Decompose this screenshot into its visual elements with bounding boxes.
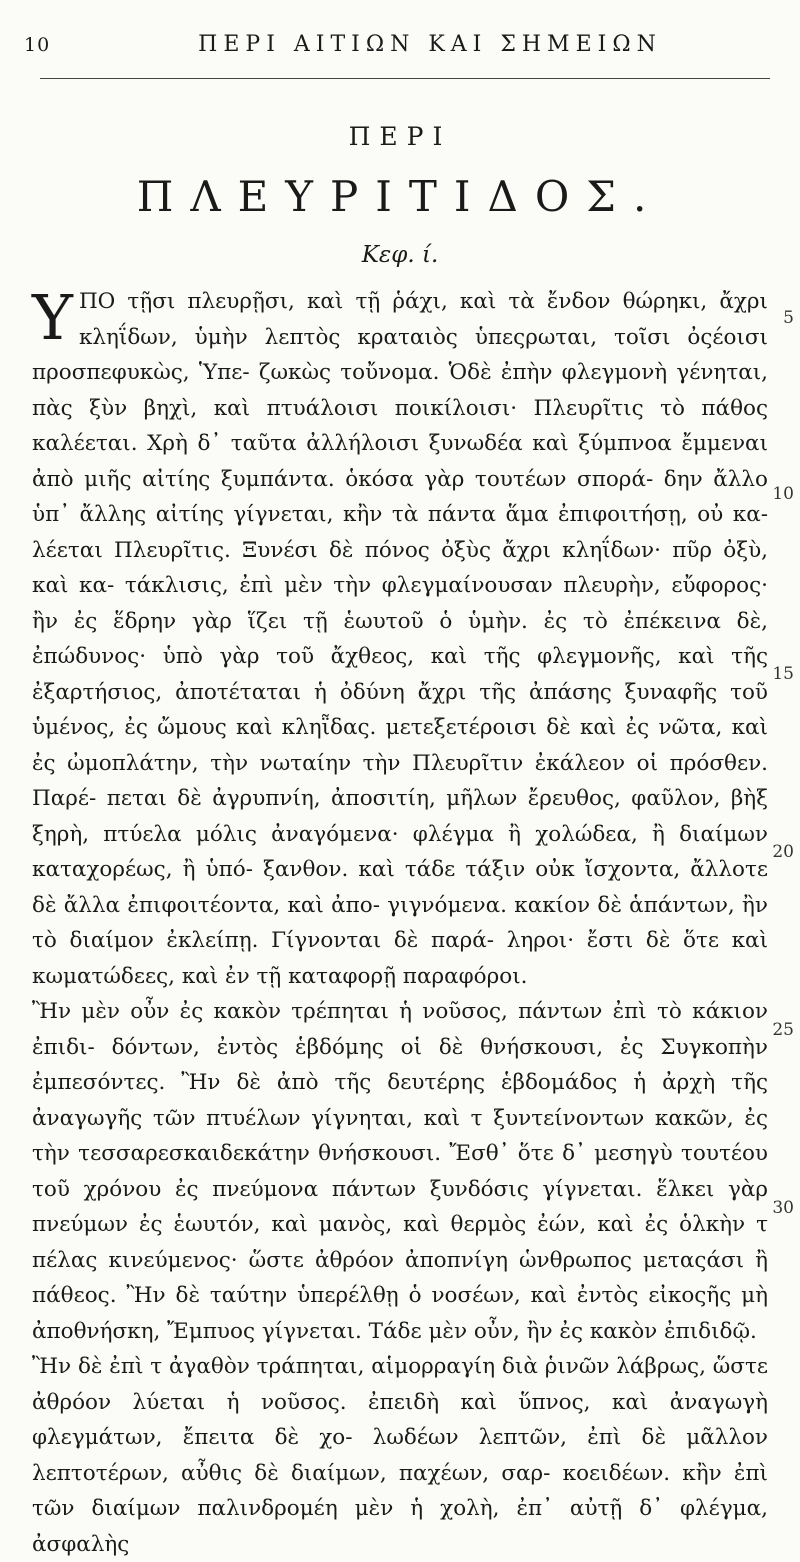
line-number: 20 [772,842,794,862]
line-number: 10 [772,484,794,504]
line-number: 25 [772,1020,794,1040]
paragraph: Ἢν δὲ ἐπὶ τ ἀγαθὸν τράπηται, αἱμορραγίη διὰ ῥινῶν λάβρως, ὥστε ἀθρόον λύεται ἡ νοῦσος. ἐπειδὴ καὶ ὕπνος, καὶ ἀναγωγὴ φλεγμάτων, ἔπειτα δὲ χο- λωδέων λεπτῶν, ἐπὶ δὲ μᾶλλον λεπτοτέρων, αὖθις δὲ διαίμων, παχέων, σαρ- κοειδέων. κἢν ἐπὶ τῶν διαίμων παλινδρομέη μὲν ἡ χολὴ, ἐπ᾽ αὐτῇ δ᾽ φλέγμα, ἀσφαλὴς [32,1354,768,1557]
chapter-label: Κεφ. ί. [361,242,439,268]
page-number: 10 [24,34,51,56]
section-peri: ΠΕΡΙ [348,122,452,151]
paragraph: ΠΟ τῇσι πλευρῇσι, καὶ τῇ ῥάχι, καὶ τὰ ἔνδον θώρηκι, ἄχρι κληΐδων, ὑμὴν λεπτὸς κραταιὸς ὑπεςρωται, τοῖσι ὀςέοισι προσπεφυκὼς, Ὑπε- ζωκὼς τοὔνομα. Ὁδὲ ἐπὴν φλεγμονὴ γένηται, πὰς ξὺν βηχὶ, καὶ πτυάλοισι ποικίλοισι· Πλευρῖτις τὸ πάθος καλέεται. Χρὴ δ᾽ ταῦτα ἀλλήλοισι ξυνωδέα καὶ ξύμπνοα ἔμμεναι ἀπὸ μιῆς αἰτίης ξυμπάντα. ὁκόσα γὰρ τουτέων σπορά- δην ἄλλο ὑπ᾽ ἄλλης αἰτίης γίγνεται, κἢν τὰ πάντα ἅμα ἐπιφοιτήσῃ, οὐ κα- λέεται Πλευρῖτις. Ξυνέσι δὲ πόνος ὀξὺς ἄχρι κληΐδων· πῦρ ὀξὺ, καὶ κα- τάκλισις, ἐπὶ μὲν τὴν φλεγμαίνουσαν πλευρὴν, εὔφορος· ἢν ἐς ἕδρην γὰρ ἵζει τῇ ἑωυτοῦ ὁ ὑμὴν. ἐς τὸ ἐπέκεινα δὲ, ἐπώδυνος· ὑπὸ γὰρ τοῦ ἄχθεος, καὶ τῆς φλεγμονῆς, καὶ τῆς ἐξαρτήσιος, ἀποτέταται ἡ ὀδύνη ἄχρι τῆς ἀπάσης ξυναφῆς τοῦ ὑμένος, ἐς ὤμους καὶ κληῗδας. μετεξετέροισι δὲ καὶ ἐς νῶτα, καὶ ἐς ὠμοπλάτην, τὴν νωταίην τὴν Πλευρῖτιν ἐκάλεον οἱ πρόσθεν. Παρέ- πεται δὲ ἀγρυπνίη, ἀποσιτίη, μῆλων ἔρευθος, φαῦλον, βὴξ ξηρὴ, πτύελα μόλις ἀναγόμενα· φλέγμα ἢ χολώδεα, ἢ διαίμων καταχορέως, ἢ ὑπό- ξανθον. καὶ τάδε τάξιν οὐκ ἴσχοντα, ἄλλοτε δὲ ἄλλα ἐπιφοιτέοντα, καὶ ἀπο- γιγνόμενα. κακίον δὲ ἁπάντων, ἢν τὸ διαίμον ἐκλείπῃ. Γίγνονται δὲ παρά- ληροι· ἔστι δὲ ὅτε καὶ κωματώδεες, καὶ ἐν τῇ καταφορῇ παραφόροι. [32,289,768,989]
header-rule [40,78,770,79]
line-number: 15 [772,664,794,684]
line-number: 30 [772,1198,794,1218]
running-title: ΠΕΡΙ ΑΙΤΙΩΝ ΚΑΙ ΣΗΜΕΙΩΝ [198,32,662,57]
section-title: ΠΛΕΥΡΙΤΙΔΟΣ. [136,172,664,221]
drop-cap: Υ [32,281,73,354]
line-number: 5 [783,308,794,328]
running-head [0,28,800,68]
paragraph: Ἢν μὲν οὖν ἐς κακὸν τρέπηται ἡ νοῦσος, πάντων ἐπὶ τὸ κάκιον ἐπιδι- δόντων, ἐντὸς ἑβδόμης οἱ δὲ θνήσκουσι, ἐς Συγκοπὴν ἐμπεσόντες. Ἢν δὲ ἀπὸ τῆς δευτέρης ἑβδομάδος ἡ ἀρχὴ τῆς ἀναγωγῆς τῶν πτυέλων γίγνηται, καὶ τ ξυντείνοντων κακῶν, ἐς τὴν τεσσαρεσκαιδεκάτην θνήσκουσι. Ἔσθ᾽ ὅτε δ᾽ μεσηγὺ τουτέου τοῦ χρόνου ἐς πνεύμονα πάντων ξυνδόσις γίγνεται. ἕλκει γὰρ πνεύμων ἐς ἑωυτόν, καὶ μανὸς, καὶ θερμὸς ἐών, καὶ ἐς ὁλκὴν τ πέλας κινεύμενος· ὥστε ἀθρόον ἀποπνίγη ὡνθρωπος μεταςάσι ἢ πάθεος. Ἢν δὲ ταύτην ὑπερέλθῃ ὁ νοσέων, καὶ ἐντὸς εἰκοςῆς μὴ ἀποθνήσκη, Ἔμπυος γίγνεται. Τάδε μὲν οὖν, ἢν ἐς κακὸν ἐπιδιδῷ. [32,999,768,1344]
body-text [32,281,768,1562]
